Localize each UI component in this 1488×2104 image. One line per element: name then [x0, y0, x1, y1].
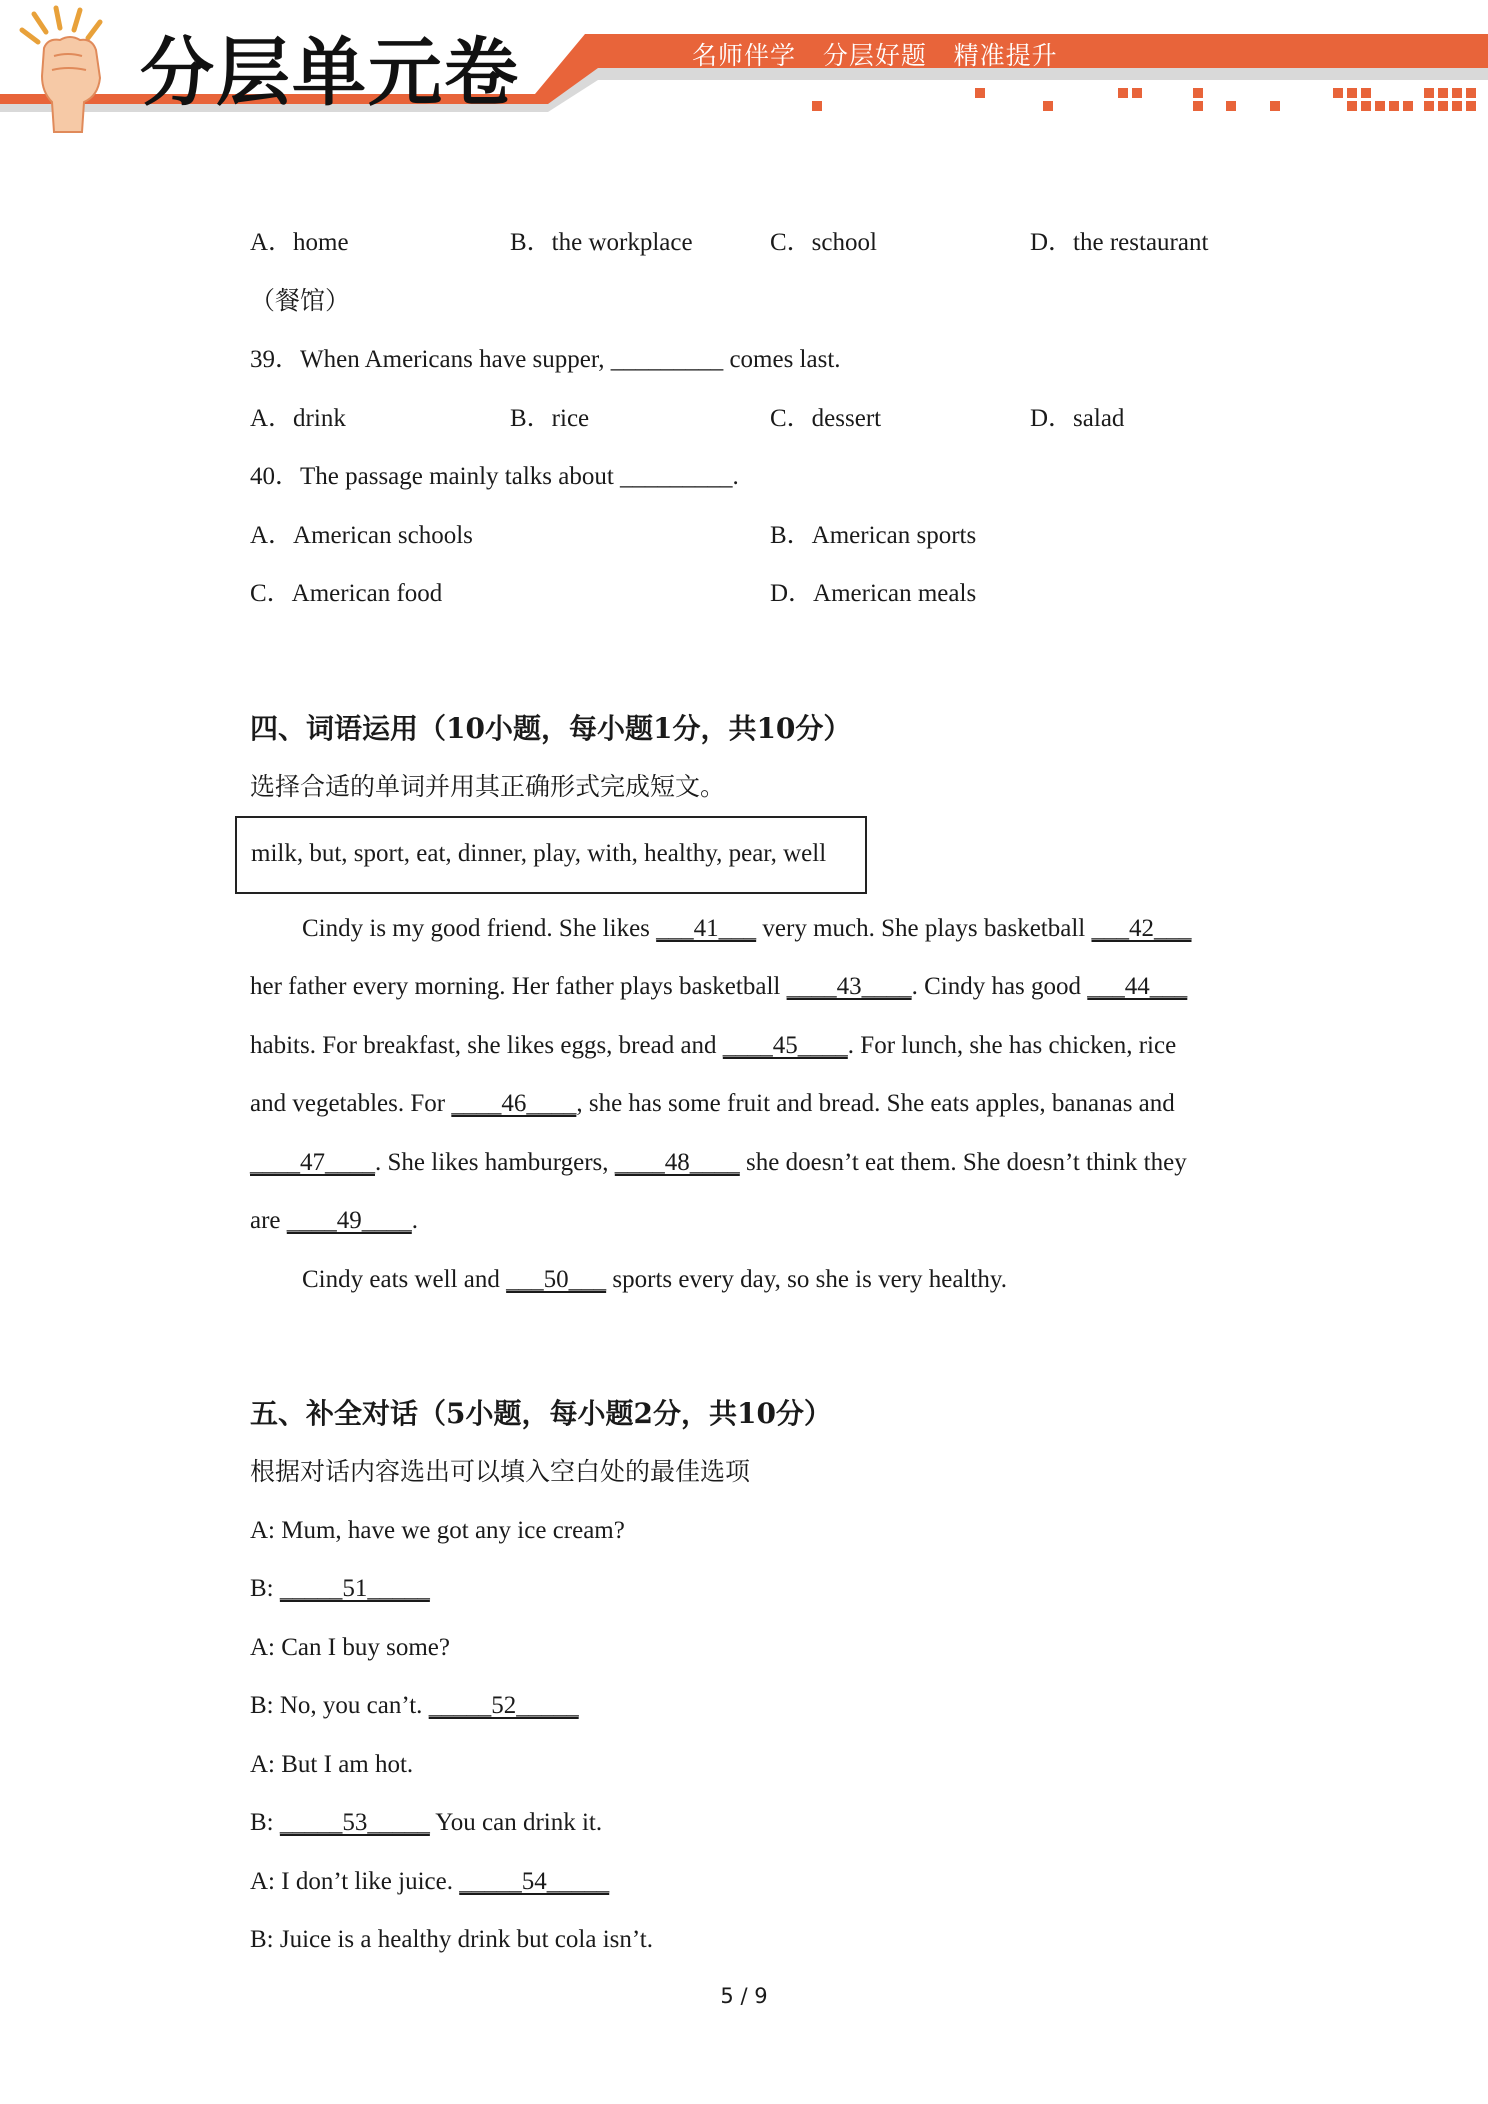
passage-text: . She likes hamburgers, — [375, 1149, 615, 1176]
blank-46[interactable]: ____46____ — [451, 1090, 577, 1117]
dialogue-line-1: A: Mum, have we got any ice cream? — [250, 1517, 625, 1544]
word-bank: milk, but, sport, eat, dinner, play, with, healthy, pear, well — [251, 840, 827, 867]
passage-text: and vegetables. For — [250, 1090, 452, 1117]
blank-42[interactable]: ___42___ — [1091, 915, 1192, 942]
passage-text: , she has some fruit and bread. She eats apples, bananas and — [576, 1090, 1175, 1117]
passage-text: sports every day, so she is very healthy. — [606, 1266, 1007, 1293]
blank-52[interactable]: _____52_____ — [428, 1692, 579, 1719]
q39-option-b: B．rice — [510, 405, 590, 432]
header-slogan: 名师伴学 分层好题 精准提升 — [692, 41, 1058, 70]
passage-text: habits. For breakfast, she likes eggs, bread and — [250, 1032, 723, 1059]
page-header — [0, 0, 1488, 140]
q39-option-d: D．salad — [1030, 405, 1125, 432]
passage-line-1 — [302, 914, 1192, 944]
dialogue-text: B: No, you can’t. — [250, 1692, 429, 1719]
q39-option-c: C．dessert — [770, 405, 882, 432]
dialogue-line-5: A: But I am hot. — [250, 1751, 414, 1778]
dialogue-text: B: — [250, 1575, 280, 1602]
passage-text: she doesn’t eat them. She doesn’t think they — [739, 1149, 1187, 1176]
section5-instruction: 根据对话内容选出可以填入空白处的最佳选项 — [250, 1457, 751, 1486]
passage-line-7 — [302, 1265, 1007, 1295]
dialogue-line-4 — [250, 1691, 579, 1721]
q40-option-d: D．American meals — [770, 580, 977, 607]
blank-44[interactable]: ___44___ — [1087, 973, 1188, 1000]
blank-50[interactable]: ___50___ — [506, 1266, 607, 1293]
passage-text: . Cindy has good — [911, 973, 1088, 1000]
dialogue-text: A: I don’t like juice. — [250, 1868, 460, 1895]
passage-line-3 — [250, 1031, 1176, 1061]
blank-54[interactable]: _____54_____ — [459, 1868, 610, 1895]
dialogue-line-3: A: Can I buy some? — [250, 1634, 450, 1661]
passage-line-5 — [250, 1148, 1187, 1178]
passage-text: . — [411, 1207, 419, 1234]
q39-option-a: A．drink — [250, 405, 346, 432]
page-number: 5 / 9 — [720, 1984, 768, 2008]
q38-note: （餐馆） — [250, 286, 351, 315]
q40-option-c: C．American food — [250, 580, 443, 607]
q38-option-d: D．the restaurant — [1030, 229, 1209, 256]
section5-heading: 五、补全对话（5小题，每小题2分，共10分） — [250, 1397, 832, 1430]
dialogue-text: B: — [250, 1809, 280, 1836]
blank-47[interactable]: ____47____ — [250, 1149, 375, 1176]
q38-option-b: B．the workplace — [510, 229, 693, 256]
blank-51[interactable]: _____51_____ — [279, 1575, 430, 1602]
passage-line-4 — [250, 1089, 1175, 1119]
brand-title: 分层单元卷 — [140, 30, 520, 116]
blank-49[interactable]: ____49____ — [286, 1207, 412, 1234]
passage-text: are — [250, 1207, 287, 1234]
passage-line-6 — [250, 1206, 418, 1236]
q38-option-c: C．school — [770, 229, 877, 256]
dialogue-line-8: B: Juice is a healthy drink but cola isn’t. — [250, 1926, 653, 1953]
passage-text: . For lunch, she has chicken, rice — [847, 1032, 1177, 1059]
word-bank-box — [235, 816, 867, 894]
passage-text: very much. She plays basketball — [756, 915, 1092, 942]
section4-heading: 四、词语运用（10小题，每小题1分，共10分） — [250, 712, 852, 745]
blank-43[interactable]: ____43____ — [786, 973, 912, 1000]
dialogue-line-2 — [250, 1574, 430, 1604]
passage-line-2 — [250, 972, 1187, 1002]
dialogue-text: You can drink it. — [429, 1809, 603, 1836]
q40-option-a: A．American schools — [250, 522, 473, 549]
q39-stem: 39．When Americans have supper, _________ comes last. — [250, 346, 841, 373]
dialogue-line-6 — [250, 1808, 602, 1838]
blank-45[interactable]: ____45____ — [722, 1032, 848, 1059]
q40-stem: 40．The passage mainly talks about _________. — [250, 463, 739, 490]
blank-41[interactable]: ___41___ — [656, 915, 757, 942]
passage-text: her father every morning. Her father plays basketball — [250, 973, 787, 1000]
passage-text: Cindy is my good friend. She likes — [302, 915, 657, 942]
blank-48[interactable]: ____48____ — [614, 1149, 740, 1176]
fist-logo-icon — [8, 0, 138, 140]
section4-instruction: 选择合适的单词并用其正确形式完成短文。 — [250, 772, 726, 801]
blank-53[interactable]: _____53_____ — [279, 1809, 430, 1836]
passage-text: Cindy eats well and — [302, 1266, 507, 1293]
q38-option-a: A．home — [250, 229, 349, 256]
dialogue-line-7 — [250, 1867, 609, 1897]
q40-option-b: B．American sports — [770, 522, 977, 549]
